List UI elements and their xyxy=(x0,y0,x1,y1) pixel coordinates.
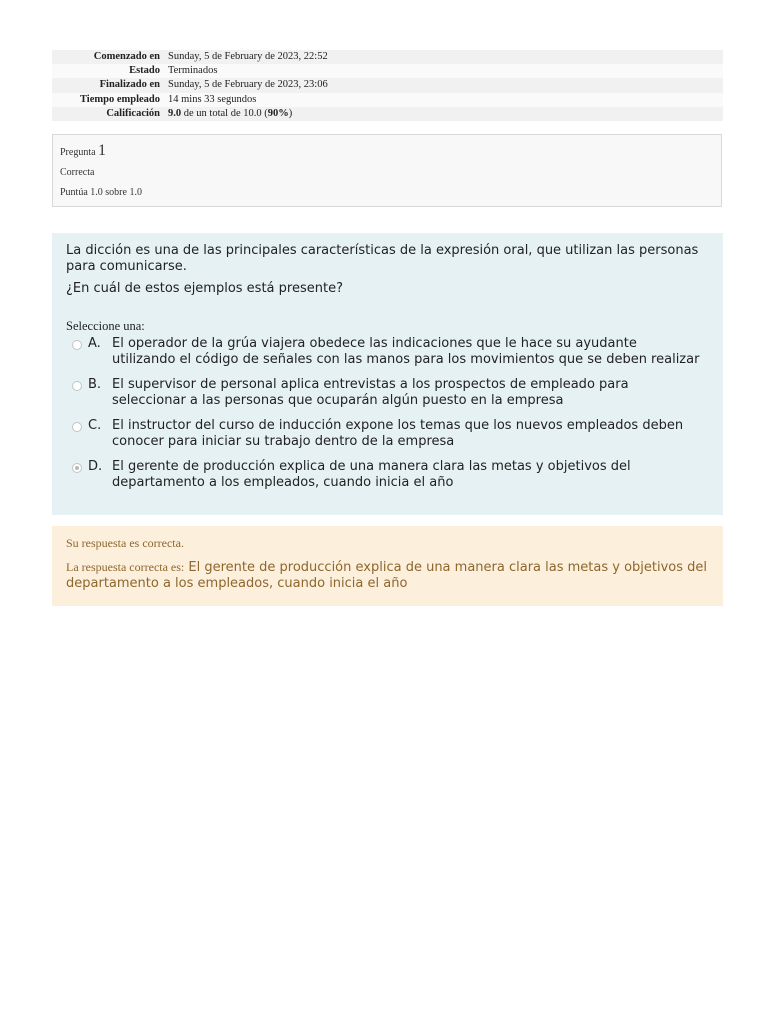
summary-row-grade xyxy=(52,107,723,121)
radio-button-selected[interactable] xyxy=(72,463,82,473)
answer-prompt: Seleccione una: xyxy=(66,319,145,333)
radio-button[interactable] xyxy=(72,422,82,432)
option-letter: D. xyxy=(88,459,103,474)
question-number-value: 1 xyxy=(98,142,107,159)
summary-value: Sunday, 5 de February de 2023, 23:06 xyxy=(168,79,328,91)
grade-percent: 90% xyxy=(267,107,289,119)
right-answer-label: La respuesta correcta es: xyxy=(66,560,185,574)
option-text: El gerente de producción explica de una manera clara las metas y objetivos del departamento a los empleados, cuando inicia el año xyxy=(112,459,631,490)
option-letter: C. xyxy=(88,418,102,433)
summary-row-finished xyxy=(52,78,723,92)
question-grade: Puntúa 1.0 sobre 1.0 xyxy=(60,187,142,198)
summary-grade-value xyxy=(168,107,292,121)
answer-feedback xyxy=(52,526,723,606)
question-info-box xyxy=(52,134,722,207)
radio-button[interactable] xyxy=(72,340,82,350)
radio-button[interactable] xyxy=(72,381,82,391)
summary-label: Calificación xyxy=(106,107,160,119)
summary-value: Sunday, 5 de February de 2023, 22:52 xyxy=(168,51,328,62)
option-letter: B. xyxy=(88,377,102,392)
question-formulation xyxy=(52,233,723,515)
question-text-paragraph: ¿En cuál de estos ejemplos está presente? xyxy=(66,281,343,296)
feedback-message: Su respuesta es correcta. xyxy=(66,536,184,550)
answer-option-c[interactable] xyxy=(66,418,709,450)
question-state: Correcta xyxy=(60,167,95,178)
right-answer-text: El gerente de producción explica de una manera clara las metas y objetivos del departamento a los empleados, cuando inicia el año xyxy=(66,560,708,591)
option-letter: A. xyxy=(88,336,101,351)
answer-options xyxy=(66,336,709,491)
summary-row-state xyxy=(52,64,723,78)
summary-value: Terminados xyxy=(168,65,218,77)
summary-row-started xyxy=(52,50,723,64)
grade-close: ) xyxy=(288,107,293,119)
option-text: El instructor del curso de inducción expone los temas que los nuevos empleados deben conocer para iniciar su trabajo dentro de la empresa xyxy=(112,418,684,449)
answer-option-a[interactable] xyxy=(66,336,709,368)
question-text-paragraph: La dicción es una de las principales características de la expresión oral, que utilizan las personas para comunicarse. xyxy=(66,243,699,274)
quiz-summary-table xyxy=(52,50,723,121)
summary-label: Estado xyxy=(129,65,160,77)
option-text: El supervisor de personal aplica entrevistas a los prospectos de empleado para seleccionar a las personas que ocuparán algún puesto en la empresa xyxy=(112,377,629,408)
answer-option-b[interactable] xyxy=(66,377,709,409)
grade-total: de un total de 10.0 ( xyxy=(183,107,268,119)
grade-score: 9.0 xyxy=(168,107,182,119)
answer-option-d[interactable] xyxy=(66,459,709,491)
summary-label: Tiempo empleado xyxy=(79,93,160,105)
option-text: El operador de la grúa viajera obedece las indicaciones que le hace su ayudante utilizando el código de señales con las manos para los movimientos que se deben realizar xyxy=(112,336,700,367)
summary-label: Comenzado en xyxy=(93,51,160,62)
question-number xyxy=(60,142,106,160)
right-answer xyxy=(66,559,709,592)
summary-value: 14 mins 33 segundos xyxy=(168,93,257,105)
summary-row-time-taken xyxy=(52,93,723,107)
summary-label: Finalizado en xyxy=(99,79,160,91)
question-text xyxy=(66,243,709,297)
question-label: Pregunta xyxy=(60,147,96,158)
